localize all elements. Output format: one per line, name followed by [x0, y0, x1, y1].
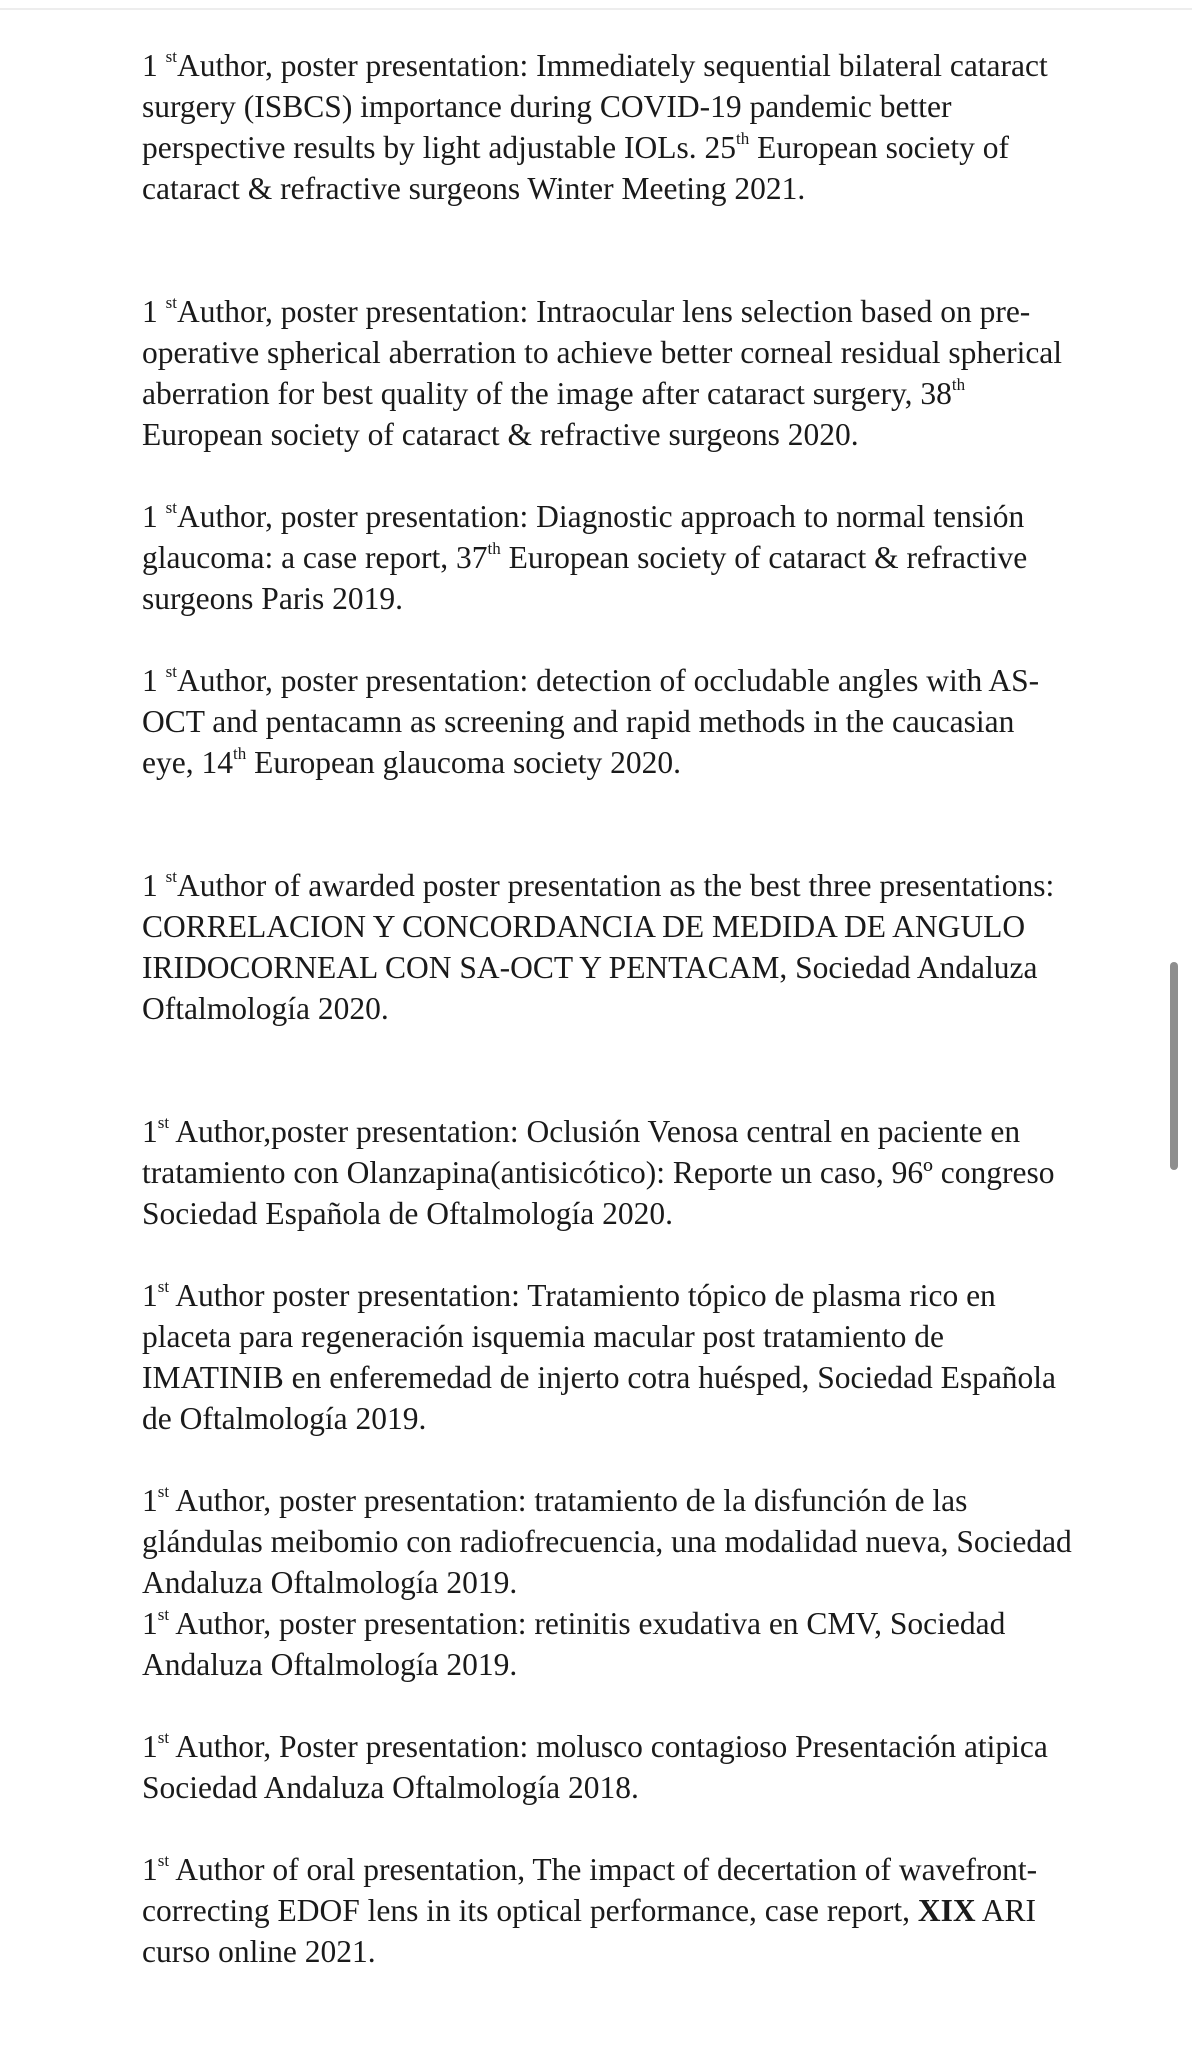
publication-entry [142, 660, 1072, 783]
publication-entry [142, 45, 1072, 209]
ordinal-suffix: th [951, 375, 966, 394]
publication-entry [142, 496, 1072, 619]
entry-number: 1 [142, 1852, 158, 1887]
publication-entry [142, 1111, 1072, 1234]
entry-text: Author, Poster presentation: molusco contagioso Presentación atipica Sociedad Andaluza Oftalmología 2018. [142, 1729, 1048, 1805]
entry-text: Author, poster presentation: Immediately sequential bilateral cataract surgery (ISBCS) importance during COVID-19 pandemic better perspective results by light adjustable IOLs. 25 [142, 48, 1048, 165]
document-body [142, 45, 1072, 1972]
entry-text: European society of cataract & refractive surgeons Paris 2019. [142, 540, 1028, 616]
entry-number: 1 [142, 499, 166, 534]
ordinal-suffix: st [157, 1605, 170, 1624]
entry-number: 1 [142, 1606, 158, 1641]
entry-text: Author, poster presentation: retinitis exudativa en CMV, Sociedad Andaluza Oftalmología 2019. [142, 1606, 1006, 1682]
ordinal-suffix: st [165, 498, 177, 517]
publication-entry [142, 1603, 1072, 1685]
publication-entry [142, 865, 1072, 1029]
entry-text: European society of cataract & refractive surgeons 2020. [142, 417, 859, 452]
ordinal-suffix: st [165, 662, 177, 681]
entry-text: Author,poster presentation: Oclusión Venosa central en paciente en tratamiento con Olanzapina(antisicótico): Reporte un caso, 96º congreso Sociedad Española de Oftalmología 2020. [142, 1114, 1055, 1231]
publication-entry [142, 1275, 1072, 1439]
entry-text: Author, poster presentation: Intraocular lens selection based on pre-operative spherical aberration to achieve better corneal residual spherical aberration for best quality of the image after cataract surgery, 38 [142, 294, 1063, 411]
entry-number: 1 [142, 48, 166, 83]
entry-text: European society of cataract & refractive surgeons Winter Meeting 2021. [142, 130, 1010, 206]
entry-number: 1 [142, 1278, 158, 1313]
entry-number: 1 [142, 868, 166, 903]
entry-text: Author, poster presentation: detection of occludable angles with AS-OCT and pentacamn as screening and rapid methods in the caucasian eye, 14 [142, 663, 1040, 780]
entry-text: Author, poster presentation: tratamiento de la disfunción de las glándulas meibomio con radiofrecuencia, una modalidad nueva, Sociedad Andaluza Oftalmología 2019. [142, 1483, 1072, 1600]
ordinal-suffix: st [165, 867, 177, 886]
ordinal-suffix: st [157, 1728, 170, 1747]
entry-number: 1 [142, 1483, 158, 1518]
ordinal-suffix: st [157, 1482, 170, 1501]
ordinal-suffix: th [232, 744, 247, 763]
entry-number: 1 [142, 663, 166, 698]
top-divider [0, 8, 1192, 10]
publication-entry [142, 1726, 1072, 1808]
entry-text: Author, poster presentation: Diagnostic approach to normal tensión glaucoma: a case report, 37 [142, 499, 1025, 575]
ordinal-suffix: st [157, 1113, 170, 1132]
publication-entry [142, 1480, 1072, 1603]
entry-text: Author of oral presentation, The impact of decertation of wavefront-correcting EDOF lens in its optical performance, case report, [142, 1852, 1038, 1928]
entry-text: ARI curso online 2021. [142, 1893, 1036, 1969]
ordinal-suffix: st [157, 1277, 170, 1296]
entry-text: Author poster presentation: Tratamiento tópico de plasma rico en placeta para regeneración isquemia macular post tratamiento de IMATINIB en enferemedad de injerto cotra huésped, Sociedad Española de Oftalmología 2019. [142, 1278, 1057, 1436]
ordinal-suffix: st [165, 293, 177, 312]
bold-text: XIX [917, 1893, 976, 1928]
scrollbar-thumb[interactable] [1170, 962, 1178, 1170]
ordinal-suffix: st [157, 1851, 170, 1870]
publication-entry [142, 291, 1072, 455]
ordinal-suffix: th [487, 539, 501, 558]
entry-number: 1 [142, 294, 166, 329]
publication-entry [142, 1849, 1072, 1972]
ordinal-suffix: st [165, 47, 177, 66]
ordinal-suffix: th [736, 129, 750, 148]
entry-number: 1 [142, 1729, 158, 1764]
entry-text: Author of awarded poster presentation as the best three presentations: CORRELACION Y CONCORDANCIA DE MEDIDA DE ANGULO IRIDOCORNEAL CON SA-OCT Y PENTACAM, Sociedad Andaluza Oftalmología 2020. [142, 868, 1055, 1026]
entry-text: European glaucoma society 2020. [246, 745, 681, 780]
entry-number: 1 [142, 1114, 158, 1149]
